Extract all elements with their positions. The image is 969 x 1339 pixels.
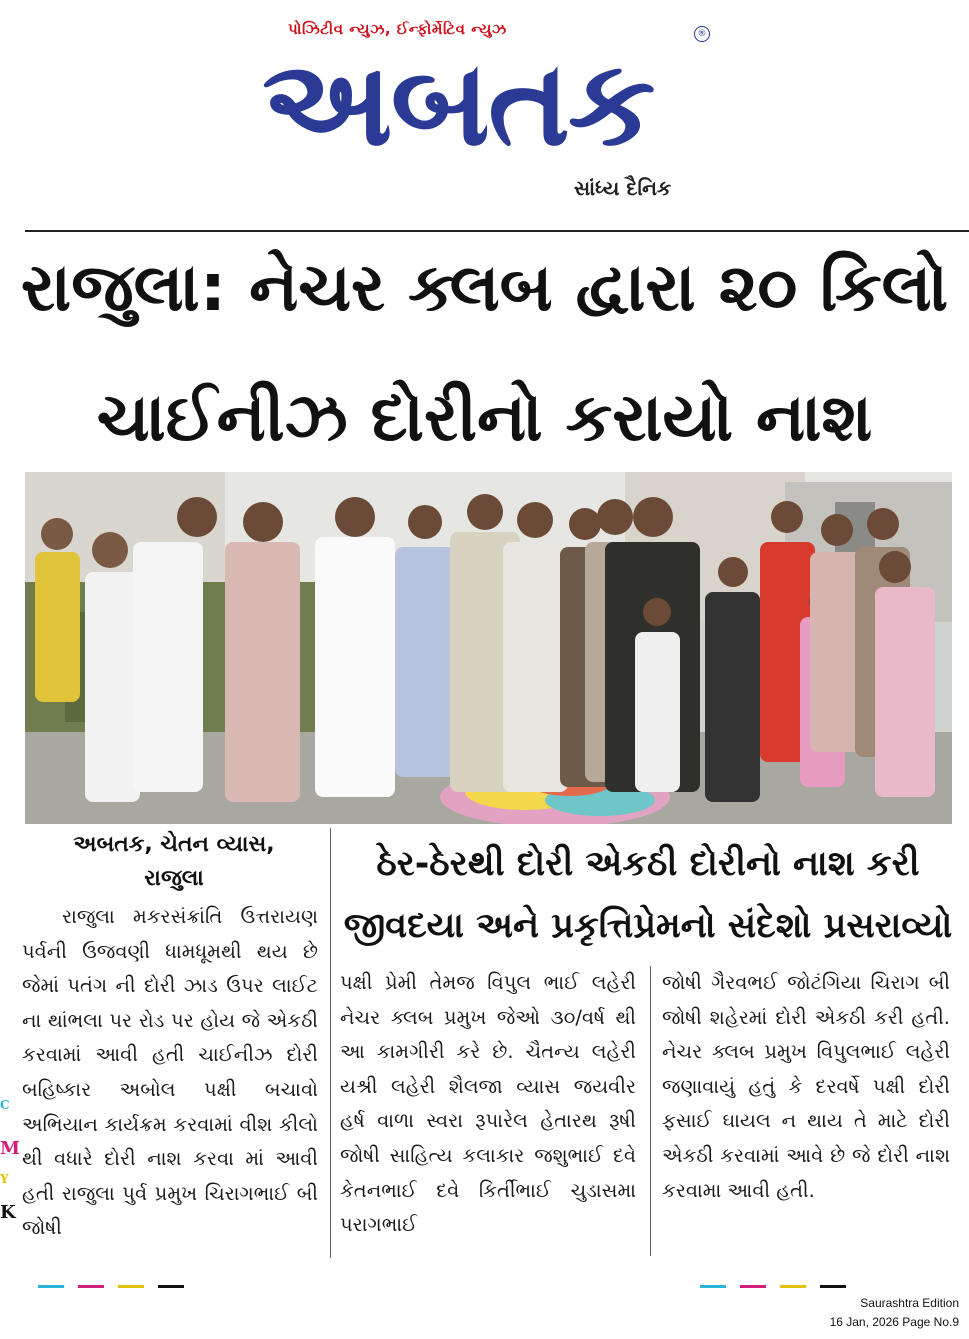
masthead-subtitle: સાંધ્ય દૈનિક	[574, 176, 672, 200]
column-divider-2	[650, 966, 651, 1256]
registered-mark: ®	[694, 26, 710, 42]
group-photo	[25, 472, 952, 824]
headline-line-2: ચાઈનીઝ દોરીનો કરાયો નાશ	[96, 379, 873, 456]
article-column-3	[662, 966, 950, 1256]
byline-line-2: રાજુલા	[144, 866, 204, 891]
print-mark-c: C	[0, 1098, 10, 1112]
registration-marks-left	[38, 1285, 184, 1291]
headline-line-1: રાજુલા: નેચર ક્લબ દ્વારા ૨૦ કિલો	[20, 249, 949, 326]
edition-label: Saurashtra Edition	[860, 1296, 959, 1310]
article-column-2-text: પક્ષી પ્રેમી તેમજ વિપુલ ભાઈ લહેરી નેચર ક્લબ પ્રમુખ જેઓ ૩૦/વર્ષ થી આ કામગીરી કરે છે. ચૈતન્ય લહેરી યશ્રી લહેરી શૈલજા વ્યાસ જયવીર હર્ષ વાળા સ્વરા રૂપારેલ હેતારથ રૂષી જોષી સાહિત્ય કલાકાર જશુભાઈ દવે કેતનભાઈ દવે કિર્તીભાઈ ચુડાસમા પરાગભાઈ	[340, 971, 636, 1237]
registration-marks-right	[700, 1285, 846, 1291]
date-page-label: 16 Jan, 2026 Page No.9	[829, 1315, 959, 1329]
masthead-tagline: પોઝિટીવ ન્યુઝ, ઈન્ફોર્મેટિવ ન્યુઝ	[288, 20, 507, 38]
newspaper-logo: અબતક	[262, 38, 654, 168]
article-column-1	[22, 900, 318, 1256]
subhead-line-2: જીવદયા અને પ્રકૃત્તિપ્રેમનો સંદેશો પ્રસરાવ્યો	[343, 906, 953, 946]
byline-line-1: અબતક, ચેતન વ્યાસ,	[73, 832, 275, 857]
article-column-1-text: રાજુલા મકરસંક્રાંતિ ઉત્તરાયણ પર્વની ઉજવણી ધામધૂમથી થય છે જેમાં પતંગ ની દોરી ઝાડ ઉપર લાઈટ ના થાંભલા પર રોડ પર હોય જે એકઠી કરવામાં આવી હતી ચાઈનીઝ દોરી બહિષ્કાર અબોલ પક્ષી બચાવો અભિયાન કાર્યક્રમ કરવામાં વીશ કીલો થી વધારે દોરી નાશ કરવા માં આવી હતી રાજુલા પુર્વ પ્રમુખ ચિરાગભાઈ બી જોષી	[22, 905, 318, 1240]
subhead-line-1: ઠેર-ઠેરથી દોરી એકઠી દોરીનો નાશ કરી	[376, 844, 920, 884]
masthead-divider	[25, 230, 969, 232]
print-mark-y: Y	[0, 1172, 9, 1186]
group-photo-graphic	[25, 472, 952, 824]
print-mark-k: K	[0, 1202, 16, 1223]
article-column-2	[340, 966, 636, 1256]
article-column-3-text: જોષી ગૈરવભઈ જોટંગિયા ચિરાગ બી જોષી શહેરમાં દોરી એકઠી કરી હતી. નેચર ક્લબ પ્રમુખ વિપુલભાઈ લહેરી જણાવાયું હતું કે દરવર્ષે પક્ષી દોરી ફસાઈ ઘાયલ ન થાય તે માટે દોરી એકઠી કરવામાં આવે છે જે દોરી નાશ કરવામા આવી હતી.	[662, 971, 950, 1202]
column-divider-1	[330, 828, 331, 1258]
print-mark-m: M	[0, 1138, 20, 1159]
